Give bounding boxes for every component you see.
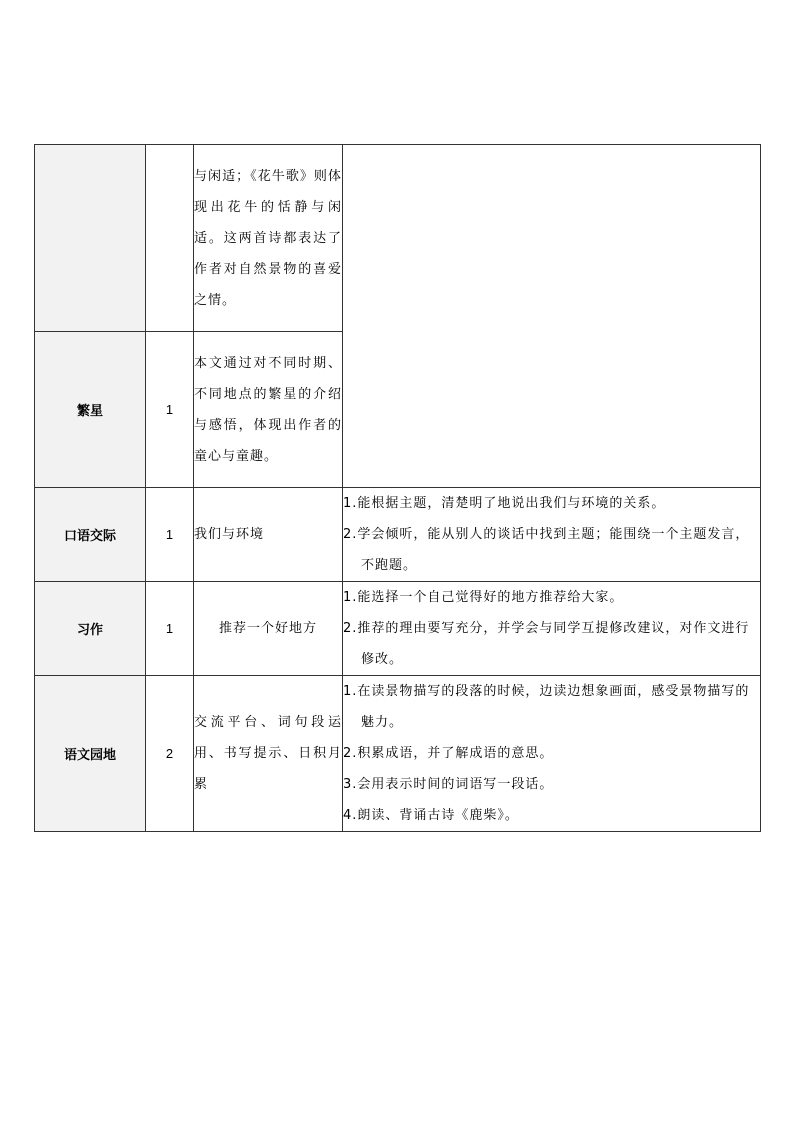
hours-cell (146, 145, 194, 332)
hours-cell: 2 (146, 676, 194, 832)
table-row (35, 145, 761, 332)
hours-cell: 1 (146, 332, 194, 488)
table-row (35, 582, 761, 676)
hours-cell: 1 (146, 488, 194, 582)
lesson-name-cell: 繁星 (35, 332, 146, 488)
lesson-name-cell: 习作 (35, 582, 146, 676)
goal-item: 2.学会倾听，能从别人的谈话中找到主题；能围绕一个主题发言，不跑题。 (343, 527, 750, 573)
goal-item: 1.能根据主题，清楚明了地说出我们与环境的关系。 (343, 496, 666, 511)
goal-item: 1.能选择一个自己觉得好的地方推荐给大家。 (343, 590, 624, 605)
goals-cell-empty (343, 145, 761, 488)
content-cell: 推荐一个好地方 (194, 582, 343, 676)
goals-cell (343, 582, 761, 676)
table-row (35, 676, 761, 832)
content-cell: 我们与环境 (194, 488, 343, 582)
goal-item: 2.积累成语，并了解成语的意思。 (343, 746, 554, 761)
goal-item: 2.推荐的理由要写充分，并学会与同学互提修改建议，对作文进行修改。 (343, 621, 750, 667)
goal-item: 4.朗读、背诵古诗《鹿柴》。 (343, 808, 519, 823)
lesson-name-cell: 语文园地 (35, 676, 146, 832)
goals-cell (343, 488, 761, 582)
content-cell: 本文通过对不同时期、不同地点的繁星的介绍与感悟，体现出作者的童心与童趣。 (194, 332, 343, 488)
content-cell: 与闲适；《花牛歌》则体现出花牛的恬静与闲适。这两首诗都表达了作者对自然景物的喜爱之情。 (194, 145, 343, 332)
goals-cell (343, 676, 761, 832)
hours-cell: 1 (146, 582, 194, 676)
table-row (35, 488, 761, 582)
lesson-name-cell (35, 145, 146, 332)
lesson-name-cell: 口语交际 (35, 488, 146, 582)
content-cell: 交流平台、词句段运用、书写提示、日积月累 (194, 676, 343, 832)
goal-item: 1.在读景物描写的段落的时候，边读边想象画面，感受景物描写的魅力。 (343, 684, 750, 730)
lesson-plan-table (34, 144, 761, 832)
goal-item: 3.会用表示时间的词语写一段话。 (343, 777, 554, 792)
